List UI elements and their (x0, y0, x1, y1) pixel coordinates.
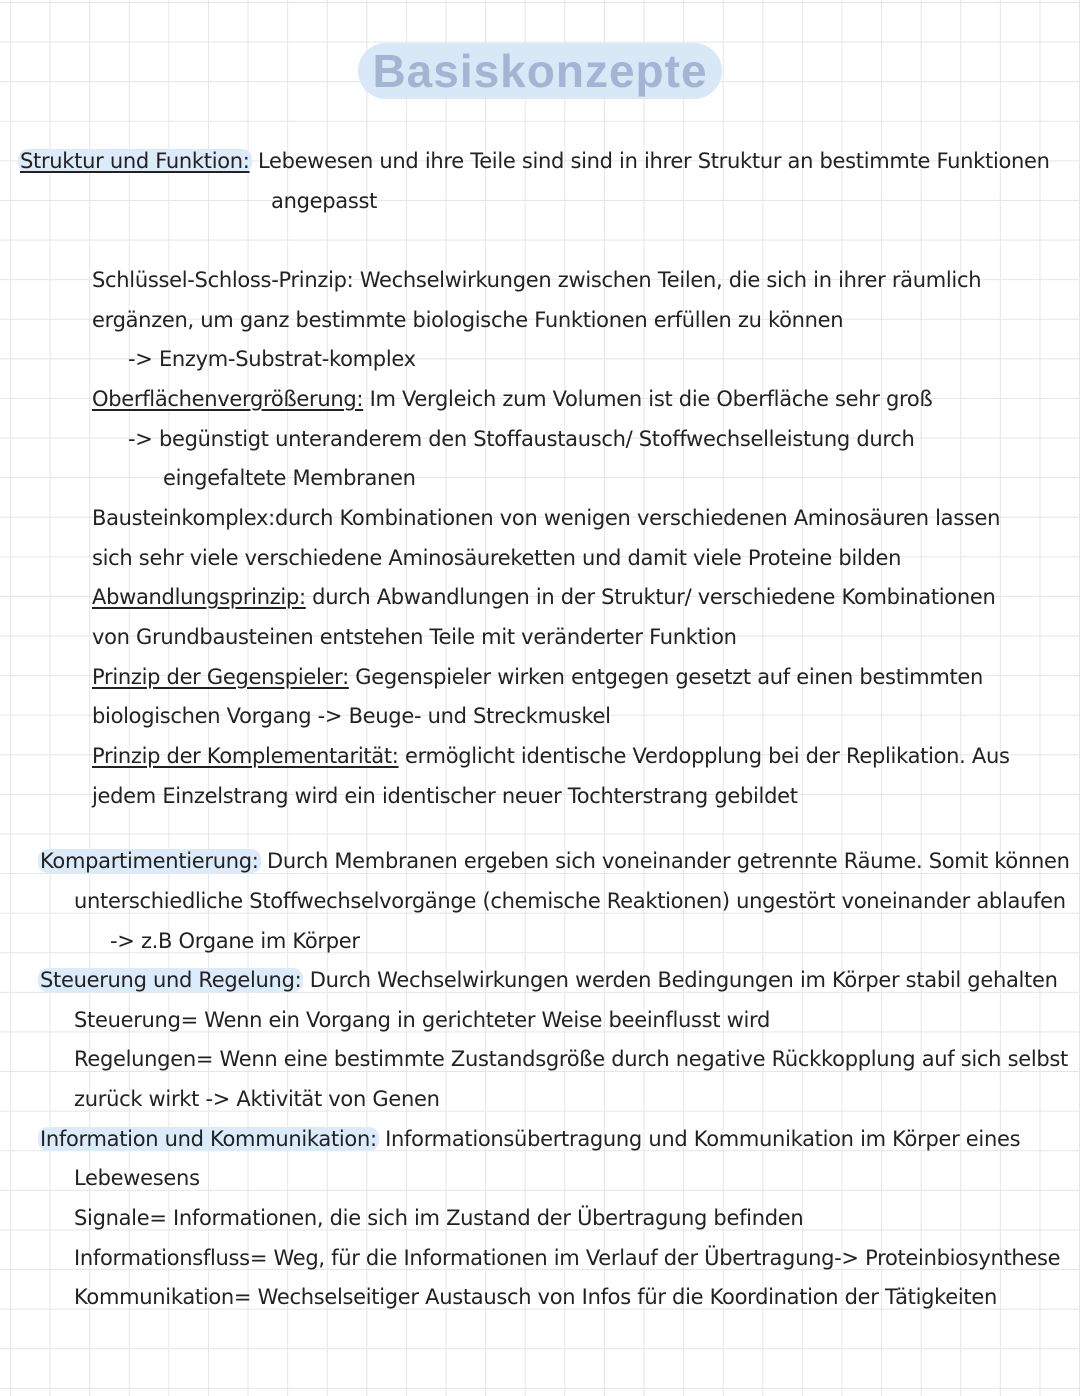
section-text: Lebewesens (74, 1166, 200, 1190)
section-heading: Steuerung und Regelung: (40, 968, 302, 992)
section-struktur-heading-line (18, 146, 1050, 176)
concept-example: -> Enzym-Substrat-komplex (128, 347, 416, 371)
concept-label: Oberflächenvergrößerung: (92, 387, 364, 411)
section-steuerung-heading-line (38, 965, 1058, 995)
concept-line (92, 741, 1010, 771)
section-text: Informationsübertragung und Kommunikation im Körper eines (385, 1127, 1021, 1151)
concept-text: eingefaltete Membranen (163, 466, 416, 490)
concept-text: biologischen Vorgang -> Beuge- und Streckmuskel (92, 704, 611, 728)
page-title: Basiskonzepte (0, 44, 1080, 98)
concept-label: Prinzip der Gegenspieler: (92, 665, 349, 689)
concept-text: von Grundbausteinen entstehen Teile mit veränderter Funktion (92, 625, 737, 649)
section-text: Kommunikation= Wechselseitiger Austausch von Infos für die Koordination der Tätigkeiten (74, 1285, 997, 1309)
section-text: Informationsfluss= Weg, für die Informationen im Verlauf der Übertragung-> Proteinbiosynthese (74, 1246, 1061, 1270)
concept-line (92, 662, 983, 692)
section-text: Durch Membranen ergeben sich voneinander getrennte Räume. Somit können (266, 849, 1070, 873)
section-kompartimentierung-heading-line (38, 846, 1070, 876)
section-text: Steuerung= Wenn ein Vorgang in gerichteter Weise beeinflusst wird (74, 1008, 770, 1032)
concept-text: jedem Einzelstrang wird ein identischer neuer Tochterstrang gebildet (92, 784, 798, 808)
concept-line (92, 582, 995, 612)
concept-line (92, 384, 932, 414)
concept-example: -> z.B Organe im Körper (110, 929, 360, 953)
section-heading: Struktur und Funktion: (20, 149, 250, 173)
section-text: unterschiedliche Stoffwechselvorgänge (chemische Reaktionen) ungestört voneinander ablaufen (74, 889, 1066, 913)
section-heading: Information und Kommunikation: (40, 1127, 377, 1151)
concept-text: durch Abwandlungen in der Struktur/ verschiedene Kombinationen (312, 585, 996, 609)
section-text: zurück wirkt -> Aktivität von Genen (74, 1087, 440, 1111)
section-text: Signale= Informationen, die sich im Zustand der Übertragung befinden (74, 1206, 804, 1230)
concept-text: Wechselwirkungen zwischen Teilen, die sich in ihrer räumlich (359, 268, 982, 292)
section-text: angepasst (271, 189, 378, 213)
concept-text: sich sehr viele verschiedene Aminosäureketten und damit viele Proteine bilden (92, 546, 902, 570)
concept-line (92, 265, 981, 295)
concept-text: ermöglicht identische Verdopplung bei der Replikation. Aus (404, 744, 1010, 768)
concept-label: Schlüssel-Schloss-Prinzip: (92, 268, 354, 292)
concept-text: Im Vergleich zum Volumen ist die Oberfläche sehr groß (369, 387, 933, 411)
section-text: Regelungen= Wenn eine bestimmte Zustandsgröße durch negative Rückkopplung auf sich selbst (74, 1047, 1068, 1071)
concept-text: ergänzen, um ganz bestimmte biologische Funktionen erfüllen zu können (92, 308, 844, 332)
section-heading: Kompartimentierung: (40, 849, 259, 873)
concept-text: -> begünstigt unteranderem den Stoffaustausch/ Stoffwechselleistung durch (128, 427, 915, 451)
section-text: Durch Wechselwirkungen werden Bedingungen im Körper stabil gehalten (309, 968, 1058, 992)
section-information-heading-line (38, 1124, 1020, 1154)
concept-text: Gegenspieler wirken entgegen gesetzt auf einen bestimmten (355, 665, 984, 689)
section-text: Lebewesen und ihre Teile sind sind in ihrer Struktur an bestimmte Funktionen (257, 149, 1050, 173)
concept-label: Prinzip der Komplementarität: (92, 744, 399, 768)
concept-text: Bausteinkomplex:durch Kombinationen von wenigen verschiedenen Aminosäuren lassen (92, 506, 1001, 530)
concept-label: Abwandlungsprinzip: (92, 585, 306, 609)
